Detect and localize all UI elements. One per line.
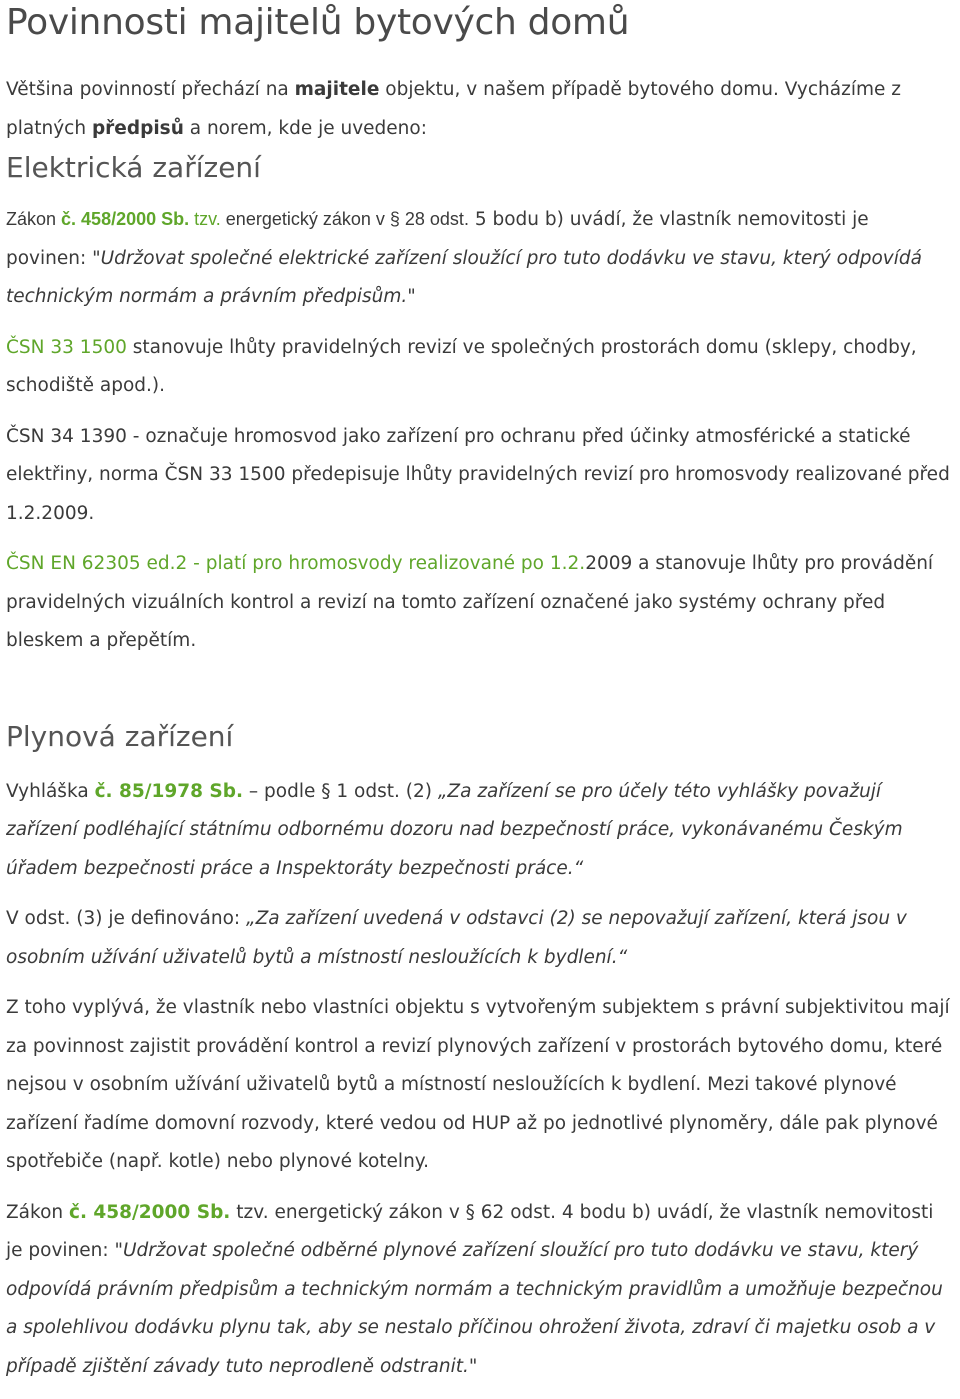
electric-heading: Elektrická zařízení [6, 151, 261, 184]
csn-33-1500-paragraph [6, 329, 954, 406]
csn-33-1500-text: stanovuje lhůty pravidelných revizí ve společných prostorách domu (sklepy, chodby, schodiště apod.). [6, 336, 917, 396]
gas-law-link[interactable]: č. 458/2000 Sb. [69, 1201, 231, 1223]
electric-law-text-2: energetický zákon v § 28 odst. [220, 209, 469, 229]
electric-law-tzv: tzv. [189, 209, 221, 229]
page-title: Povinnosti majitelů bytových domů [6, 2, 630, 43]
gas-decree-text-1: Vyhláška [6, 780, 95, 802]
gas-decree-link[interactable]: č. 85/1978 Sb. [94, 780, 244, 802]
csn-en-62305-text-1: - platí pro hromosvody realizované po 1.2. [187, 553, 586, 574]
electric-law-text-3: 5 bodu b) uvádí, že vlastník nemovitosti je povinen: " [6, 209, 869, 269]
gas-decree-paragraph [6, 773, 954, 889]
gas-law-paragraph [6, 1194, 954, 1387]
gas-law-text-2: tzv. energetický zákon v § 62 odst. 4 bodu b) uvádí, že vlastník nemovitosti je povinen: " [6, 1201, 934, 1261]
gas-summary-paragraph: Z toho vyplývá, že vlastník nebo vlastníci objektu s vytvořeným subjektem s právní subjektivitou mají za povinnost zajistit provádění kontrol a revizí plynových zařízení v prostorách bytového domu, které nejsou v osobním užívání uživatelů bytů a místností nesloužících k bydlení. Mezi takové plynové zařízení řadíme domovní rozvody, které vedou od HUP až po jednotlivé plynoměry, dále pak plynové spotřebiče (např. kotle) nebo plynové kotelny. [6, 997, 950, 1172]
gas-heading: Plynová zařízení [6, 719, 234, 753]
csn-34-1390-paragraph: ČSN 34 1390 - označuje hromosvod jako zařízení pro ochranu před účinky atmosférické a statické elektřiny, norma ČSN 33 1500 předepisuje lhůty pravidelných revizí pro hromosvody realizované před 1.2.2009. [6, 425, 950, 524]
electric-law-end: " [407, 286, 416, 307]
csn-en-62305-paragraph [6, 545, 954, 661]
electric-law-quote: Udržovat společné elektrické zařízení sloužící pro tuto dodávku ve stavu, který odpovídá technickým normám a právním předpisům. [6, 247, 922, 307]
gas-decree-quote: „Za zařízení se pro účely této vyhlášky považují zařízení podléhající státnímu odbornému dozoru nad bezpečností práce, vykonávanému Českým úřadem bezpečnosti práce a Inspektoráty bezpečnosti práce.“ [6, 780, 903, 879]
gas-law-quote: Udržovat společné odběrné plynové zařízení sloužící pro tuto dodávku ve stavu, který odpovídá právním předpisům a technickým normám a technickým pravidlům a umožňuje bezpečnou a spolehlivou dodávku plynu tak, aby se nestalo příčinou ohrožení života, zdraví či majetku osob a v případě zjištění závady tuto neprodleně odstranit. [6, 1240, 943, 1377]
csn-en-62305-text-2: 2009 a stanovuje lhůty pro provádění pravidelných vizuálních kontrol a revizí na tomto zařízení označené jako systémy ochrany před bleskem a přepětím. [6, 553, 934, 651]
csn-33-1500-link[interactable]: ČSN 33 1500 [6, 336, 127, 358]
intro-bold-predpisu: předpisů [91, 117, 184, 139]
electric-law-link[interactable]: č. 458/2000 Sb. [61, 209, 190, 229]
intro-text-1: Většina povinností přechází na [6, 79, 295, 100]
intro-bold-majitele: majitele [294, 79, 380, 100]
electric-law-paragraph [6, 200, 954, 317]
intro-paragraph [6, 71, 954, 148]
gas-law-end: " [468, 1355, 478, 1377]
csn-en-62305-link[interactable]: ČSN EN 62305 ed.2 [6, 553, 188, 574]
intro-text-2: objektu, v našem případě bytového domu. Vycházíme z platných [6, 79, 901, 139]
intro-text-3: a norem, kde je uvedeno: [183, 117, 427, 139]
gas-odst3-quote: „Za zařízení uvedená v odstavci (2) se nepovažují zařízení, která jsou v osobním užívání uživatelů bytů a místností nesloužících k bydlení.“ [6, 908, 907, 968]
gas-odst3-paragraph [6, 900, 954, 977]
gas-law-text-1: Zákon [6, 1201, 69, 1223]
gas-odst3-text: V odst. (3) je definováno: [6, 908, 247, 929]
electric-law-text-1: Zákon [6, 209, 62, 229]
gas-decree-text-2: – podle § 1 odst. (2) [243, 780, 438, 802]
